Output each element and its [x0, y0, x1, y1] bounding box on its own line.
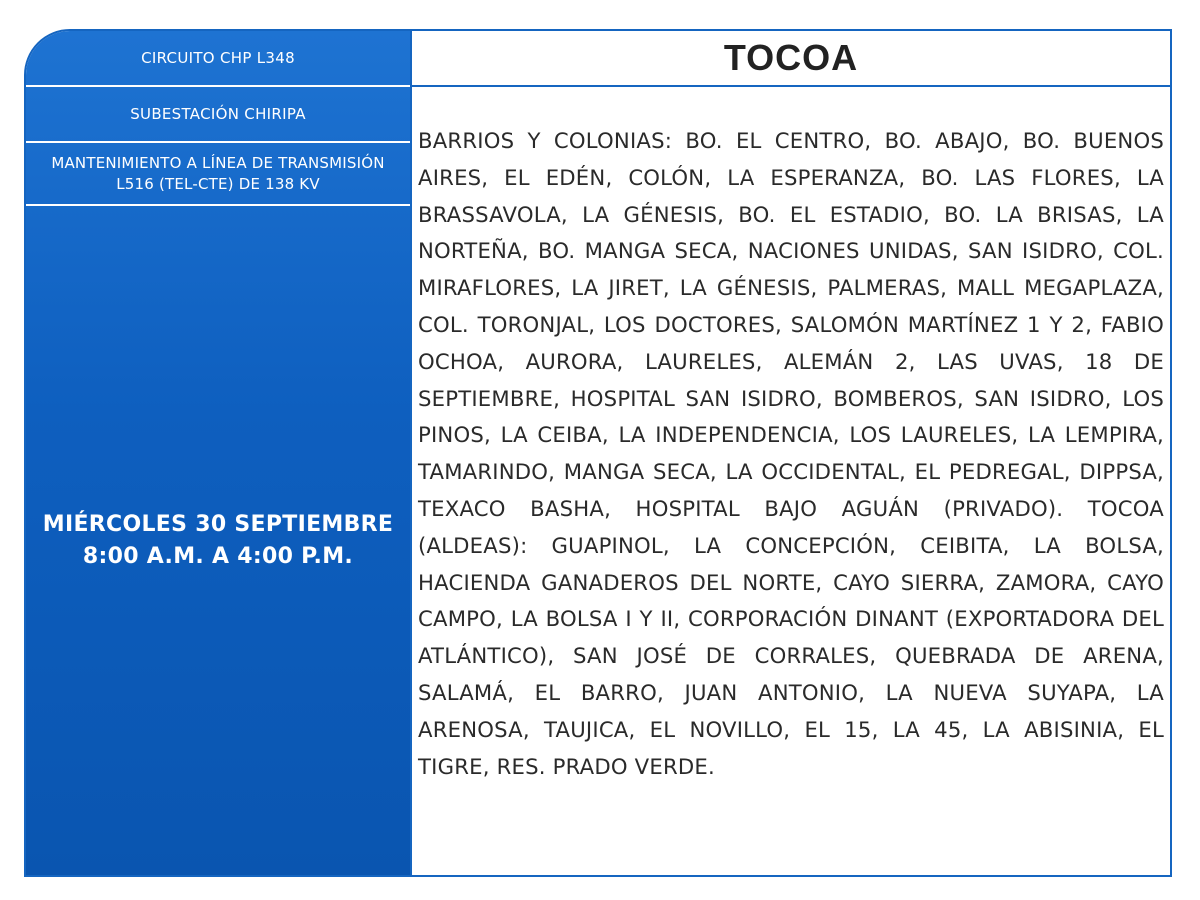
schedule-time: 8:00 A.M. A 4:00 P.M. [82, 543, 354, 569]
schedule-date: MIÉRCOLES 30 SEPTIEMBRE [42, 511, 394, 537]
info-column [26, 31, 410, 875]
city-title: TOCOA [412, 31, 1170, 87]
schedule-block [26, 206, 410, 875]
circuit-label: CIRCUITO CHP L348 [26, 31, 410, 87]
maintenance-description: MANTENIMIENTO A LÍNEA DE TRANSMISIÓN L516 (TEL-CTE) DE 138 KV [26, 143, 410, 206]
affected-areas-list: BARRIOS Y COLONIAS: BO. EL CENTRO, BO. ABAJO, BO. BUENOS AIRES, EL EDÉN, COLÓN, LA ESPERANZA, BO. LAS FLORES, LA BRASSAVOLA, LA GÉNESIS, BO. EL ESTADIO, BO. LA BRISAS, LA NORTEÑA, BO. MANGA SECA, NACIONES UNIDAS, SAN ISIDRO, COL. MIRAFLORES, LA JIRET, LA GÉNESIS, PALMERAS, MALL MEGAPLAZA, COL. TORONJAL, LOS DOCTORES, SALOMÓN MARTÍNEZ 1 Y 2, FABIO OCHOA, AURORA, LAURELES, ALEMÁN 2, LAS UVAS, 18 DE SEPTIEMBRE, HOSPITAL SAN ISIDRO, BOMBEROS, SAN ISIDRO, LOS PINOS, LA CEIBA, LA INDEPENDENCIA, LOS LAURELES, LA LEMPIRA, TAMARINDO, MANGA SECA, LA OCCIDENTAL, EL PEDREGAL, DIPPSA, TEXACO BASHA, HOSPITAL BAJO AGUÁN (PRIVADO). TOCOA (ALDEAS): GUAPINOL, LA CONCEPCIÓN, CEIBITA, LA BOLSA, HACIENDA GANADEROS DEL NORTE, CAYO SIERRA, ZAMORA, CAYO CAMPO, LA BOLSA I Y II, CORPORACIÓN DINANT (EXPORTADORA DEL ATLÁNTICO), SAN JOSÉ DE CORRALES, QUEBRADA DE ARENA, SALAMÁ, EL BARRO, JUAN ANTONIO, LA NUEVA SUYAPA, LA ARENOSA, TAUJICA, EL NOVILLO, EL 15, LA 45, LA ABISINIA, EL TIGRE, RES. PRADO VERDE. [418, 128, 1164, 779]
affected-areas-column [412, 31, 1170, 875]
substation-label: SUBESTACIÓN CHIRIPA [26, 87, 410, 143]
outage-notice-card [24, 29, 1172, 877]
